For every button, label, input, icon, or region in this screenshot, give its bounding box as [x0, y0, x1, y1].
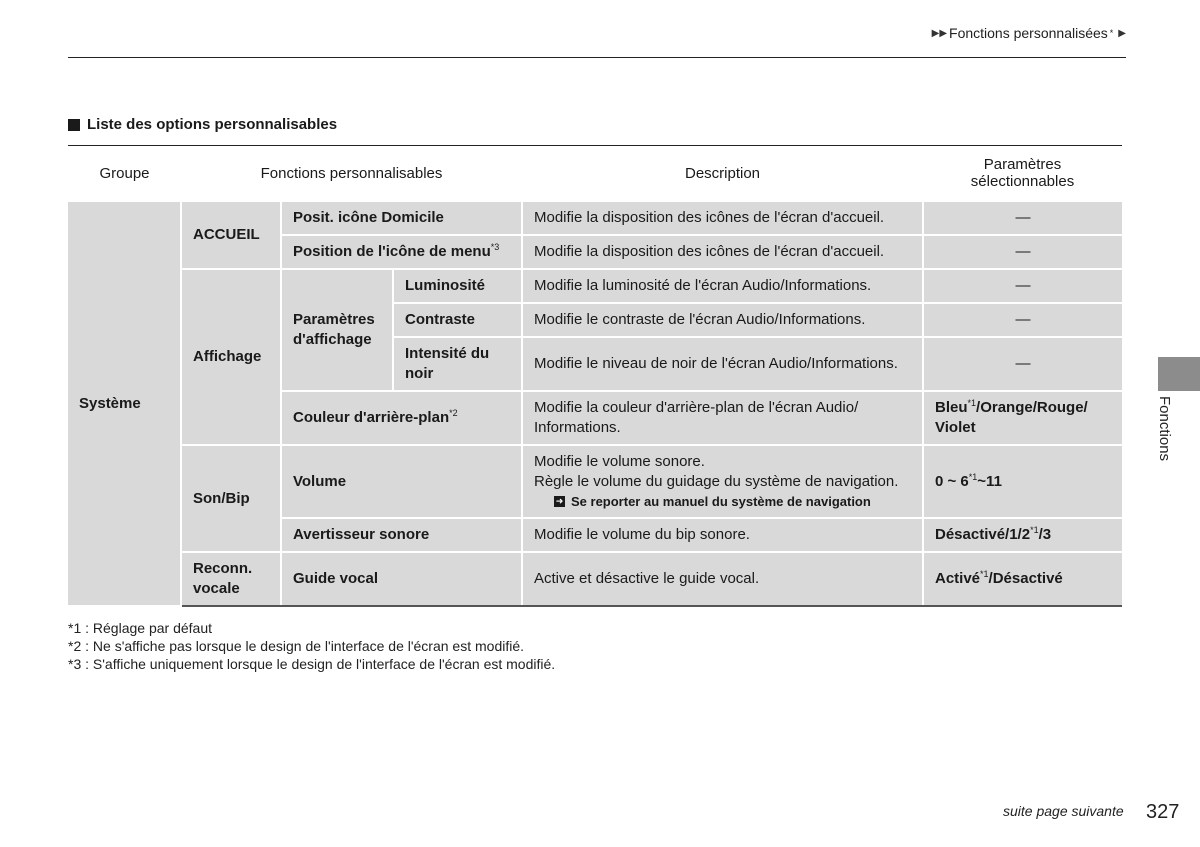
footnote-ref: *1: [1030, 525, 1039, 535]
header-params-line1: Paramètres: [983, 156, 1062, 173]
display-params-label: [281, 269, 393, 391]
subgroup-affichage: Affichage: [181, 269, 281, 445]
footnote-3: *3 : S'affiche uniquement lorsque le design de l'interface de l'écran est modifié.: [68, 656, 556, 672]
header-description: Description: [522, 146, 923, 202]
param-a: Désactivé/1/2: [935, 526, 1031, 543]
function-desc: [522, 391, 923, 445]
subgroup-line1: Reconn.: [193, 560, 253, 577]
param-violet: Violet: [935, 419, 976, 436]
function-param: —: [923, 201, 1122, 235]
function-name: Posit. icône Domicile: [281, 201, 522, 235]
function-desc: Modifie la luminosité de l'écran Audio/Informations.: [522, 269, 923, 303]
subgroup-reconn-vocale: [181, 552, 281, 606]
footnote-ref: *2: [449, 408, 458, 418]
footnote-2: *2 : Ne s'affiche pas lorsque le design de l'interface de l'écran est modifié.: [68, 638, 525, 654]
function-desc: Modifie le contraste de l'écran Audio/Informations.: [522, 303, 923, 337]
chapter-tab-label: Fonctions: [1156, 396, 1173, 462]
subgroup-accueil: ACCUEIL: [181, 201, 281, 269]
table-header-row: [68, 146, 1122, 202]
function-param: —: [923, 235, 1122, 269]
subgroup-son-bip: Son/Bip: [181, 445, 281, 552]
param-a: 0 ~ 6: [935, 472, 969, 490]
function-desc: Modifie la disposition des icônes de l'écran d'accueil.: [522, 235, 923, 269]
footnote-1: *1 : Réglage par défaut: [68, 620, 212, 636]
table-row: [68, 269, 1122, 303]
arrow-right-icon: ▶: [1118, 27, 1126, 39]
header-params-line2: sélectionnables: [970, 173, 1075, 190]
page-header: [68, 22, 1126, 58]
footnote-ref: *1: [980, 569, 989, 579]
header-functions: Fonctions personnalisables: [181, 146, 522, 202]
param-b: /Désactivé: [988, 570, 1063, 587]
double-arrow-icon: ▶▶: [931, 27, 948, 39]
footnote-ref: *1: [968, 471, 978, 482]
display-params-line1: Paramètres: [293, 311, 375, 328]
function-name-text: Couleur d'arrière-plan: [293, 409, 450, 426]
page-number: 327: [1146, 801, 1180, 823]
footnotes: [68, 619, 555, 673]
function-name-line1: Intensité du: [405, 345, 490, 362]
function-param: —: [923, 269, 1122, 303]
chapter-tab: [1158, 357, 1200, 391]
desc-line1: Modifie le volume sonore.: [534, 452, 705, 470]
section-heading: [68, 116, 337, 133]
function-name: Contraste: [393, 303, 522, 337]
function-desc: Modifie le volume du bip sonore.: [522, 518, 923, 552]
function-name-text: Position de l'icône de menu: [293, 243, 491, 260]
function-param: [923, 445, 1122, 518]
function-name: Guide vocal: [281, 552, 522, 606]
display-params-line2: d'affichage: [293, 331, 372, 348]
header-params: [923, 146, 1122, 202]
breadcrumb: [932, 25, 1126, 41]
desc-line1: Modifie la couleur d'arrière-plan de l'écran Audio/: [534, 399, 859, 416]
function-name: Volume: [281, 445, 522, 518]
param-bleu: Bleu: [935, 399, 968, 416]
table-row: [68, 201, 1122, 235]
table-row: [68, 445, 1122, 518]
function-param: [923, 518, 1122, 552]
function-name: [393, 337, 522, 391]
square-bullet-icon: [68, 119, 80, 131]
param-rest: /Orange/Rouge/: [976, 399, 1088, 416]
reference-arrow-icon: ➜: [555, 496, 564, 506]
table-row: [68, 552, 1122, 606]
function-name: [281, 391, 522, 445]
options-table: [68, 145, 1122, 607]
function-desc: [522, 445, 923, 518]
function-desc: Modifie la disposition des icônes de l'écran d'accueil.: [522, 201, 923, 235]
section-title: Liste des options personnalisables: [87, 116, 338, 133]
breadcrumb-star: *: [1109, 28, 1114, 38]
header-group: Groupe: [68, 146, 181, 202]
function-param: [923, 552, 1122, 606]
function-name: Luminosité: [393, 269, 522, 303]
footnote-ref: *3: [490, 242, 500, 252]
nav-manual-reference: [554, 492, 911, 512]
desc-line2: Informations.: [534, 419, 621, 436]
function-param: [923, 391, 1122, 445]
function-param: —: [923, 337, 1122, 391]
group-systeme: Système: [68, 201, 181, 606]
desc-line2: Règle le volume du guidage du système de navigation.: [534, 472, 899, 490]
function-desc: Active et désactive le guide vocal.: [522, 552, 923, 606]
reference-text: Se reporter au manuel du système de navigation: [571, 493, 871, 509]
param-b: /3: [1038, 526, 1052, 543]
footnote-ref: *1: [967, 398, 977, 408]
function-param: —: [923, 303, 1122, 337]
continued-label: suite page suivante: [1003, 803, 1124, 819]
function-desc: Modifie le niveau de noir de l'écran Audio/Informations.: [522, 337, 923, 391]
function-name: [281, 235, 522, 269]
subgroup-line2: vocale: [193, 580, 240, 597]
param-a: Activé: [935, 570, 981, 587]
breadcrumb-label: Fonctions personnalisées: [949, 25, 1108, 41]
param-b: ~11: [977, 472, 1002, 490]
function-name-line2: noir: [405, 365, 434, 382]
function-name: Avertisseur sonore: [281, 518, 522, 552]
